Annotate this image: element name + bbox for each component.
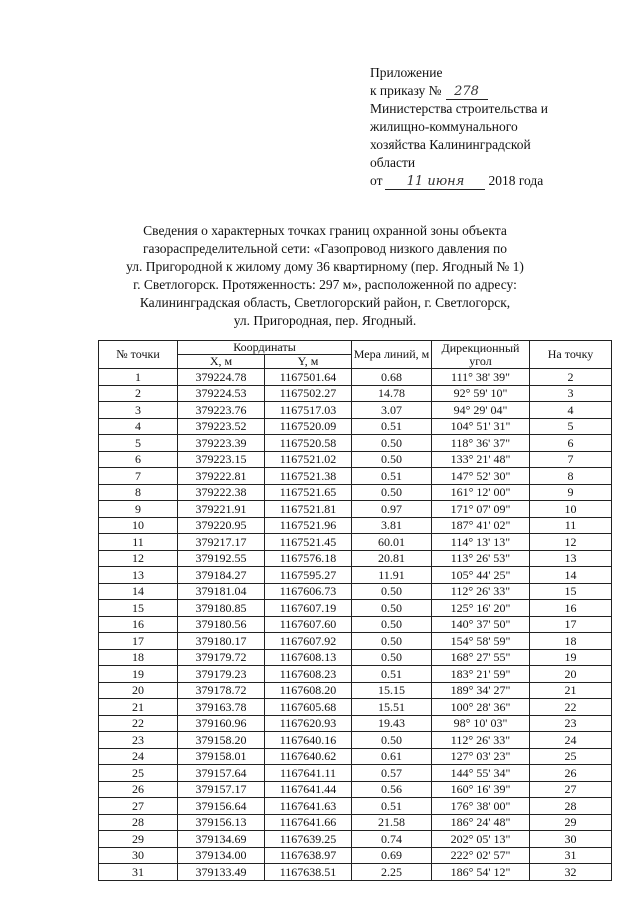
table-row [99, 814, 612, 831]
cell-directional-angle: 112° 26' 33" [432, 583, 530, 600]
cell-directional-angle: 111° 38' 39" [432, 369, 530, 386]
cell-point-number: 11 [99, 534, 178, 551]
cell-directional-angle: 147° 52' 30" [432, 468, 530, 485]
cell-y: 1167641.63 [265, 798, 352, 815]
table-row [99, 534, 612, 551]
cell-directional-angle: 161° 12' 00" [432, 484, 530, 501]
cell-x: 379134.00 [178, 847, 265, 864]
cell-x: 379223.76 [178, 402, 265, 419]
cell-point-number: 17 [99, 633, 178, 650]
table-row [99, 616, 612, 633]
cell-to-point: 25 [530, 748, 612, 765]
cell-directional-angle: 160° 16' 39" [432, 781, 530, 798]
cell-to-point: 22 [530, 699, 612, 716]
table-header [99, 341, 612, 369]
heading-line-6: ул. Пригородная, пер. Ягодный. [233, 313, 417, 328]
ministry-line-3: хозяйства Калининградской [370, 137, 531, 152]
cell-to-point: 11 [530, 517, 612, 534]
cell-y: 1167641.44 [265, 781, 352, 798]
cell-x: 379157.17 [178, 781, 265, 798]
cell-point-number: 30 [99, 847, 178, 864]
cell-line-length: 0.51 [352, 666, 432, 683]
table-row [99, 748, 612, 765]
cell-directional-angle: 202° 05' 13" [432, 831, 530, 848]
table-row [99, 781, 612, 798]
cell-to-point: 23 [530, 715, 612, 732]
cell-point-number: 21 [99, 699, 178, 716]
cell-line-length: 14.78 [352, 385, 432, 402]
cell-y: 1167606.73 [265, 583, 352, 600]
cell-point-number: 3 [99, 402, 178, 419]
cell-line-length: 0.51 [352, 418, 432, 435]
table-row [99, 369, 612, 386]
cell-line-length: 0.74 [352, 831, 432, 848]
table-row [99, 847, 612, 864]
cell-y: 1167576.18 [265, 550, 352, 567]
cell-directional-angle: 118° 36' 37" [432, 435, 530, 452]
cell-to-point: 14 [530, 567, 612, 584]
cell-point-number: 22 [99, 715, 178, 732]
cell-point-number: 5 [99, 435, 178, 452]
cell-point-number: 2 [99, 385, 178, 402]
cell-y: 1167607.19 [265, 600, 352, 617]
table-row [99, 550, 612, 567]
cell-line-length: 20.81 [352, 550, 432, 567]
cell-to-point: 3 [530, 385, 612, 402]
header-y: Y, м [265, 355, 352, 369]
cell-to-point: 7 [530, 451, 612, 468]
cell-x: 379133.49 [178, 864, 265, 881]
table-row [99, 682, 612, 699]
cell-directional-angle: 98° 10' 03" [432, 715, 530, 732]
cell-line-length: 21.58 [352, 814, 432, 831]
cell-to-point: 30 [530, 831, 612, 848]
cell-to-point: 10 [530, 501, 612, 518]
cell-to-point: 27 [530, 781, 612, 798]
table-row [99, 501, 612, 518]
cell-y: 1167517.03 [265, 402, 352, 419]
cell-directional-angle: 105° 44' 25" [432, 567, 530, 584]
table-row [99, 765, 612, 782]
cell-to-point: 31 [530, 847, 612, 864]
cell-directional-angle: 144° 55' 34" [432, 765, 530, 782]
table-body [99, 369, 612, 881]
cell-to-point: 32 [530, 864, 612, 881]
cell-directional-angle: 171° 07' 09" [432, 501, 530, 518]
cell-line-length: 0.69 [352, 847, 432, 864]
table-row [99, 633, 612, 650]
cell-line-length: 0.50 [352, 633, 432, 650]
order-date-suffix: 2018 года [488, 173, 544, 188]
cell-y: 1167607.60 [265, 616, 352, 633]
cell-to-point: 4 [530, 402, 612, 419]
cell-x: 379222.81 [178, 468, 265, 485]
cell-y: 1167595.27 [265, 567, 352, 584]
cell-x: 379178.72 [178, 682, 265, 699]
cell-line-length: 0.50 [352, 484, 432, 501]
cell-point-number: 28 [99, 814, 178, 831]
cell-x: 379163.78 [178, 699, 265, 716]
cell-y: 1167640.62 [265, 748, 352, 765]
cell-x: 379179.72 [178, 649, 265, 666]
ministry-line-1: Министерства строительства и [370, 101, 549, 116]
cell-line-length: 3.07 [352, 402, 432, 419]
cell-x: 379181.04 [178, 583, 265, 600]
header-directional-angle: Дирекционный угол [432, 341, 530, 369]
cell-x: 379224.78 [178, 369, 265, 386]
cell-point-number: 10 [99, 517, 178, 534]
cell-directional-angle: 113° 26' 53" [432, 550, 530, 567]
cell-directional-angle: 127° 03' 23" [432, 748, 530, 765]
table-row [99, 567, 612, 584]
cell-point-number: 19 [99, 666, 178, 683]
cell-x: 379222.38 [178, 484, 265, 501]
cell-x: 379180.85 [178, 600, 265, 617]
table-row [99, 385, 612, 402]
table-row [99, 715, 612, 732]
cell-y: 1167520.58 [265, 435, 352, 452]
cell-x: 379180.56 [178, 616, 265, 633]
document-heading [95, 222, 555, 330]
table-row [99, 649, 612, 666]
cell-directional-angle: 114° 13' 13" [432, 534, 530, 551]
heading-line-2: газораспределительной сети: «Газопровод низкого давления по [143, 241, 507, 256]
cell-point-number: 20 [99, 682, 178, 699]
cell-directional-angle: 176° 38' 00" [432, 798, 530, 815]
table-row [99, 435, 612, 452]
cell-x: 379134.69 [178, 831, 265, 848]
ministry-line-2: жилищно-коммунального [370, 119, 518, 134]
cell-x: 379160.96 [178, 715, 265, 732]
cell-line-length: 0.50 [352, 451, 432, 468]
table-row [99, 418, 612, 435]
cell-line-length: 60.01 [352, 534, 432, 551]
cell-line-length: 0.50 [352, 732, 432, 749]
cell-y: 1167620.93 [265, 715, 352, 732]
table-row [99, 583, 612, 600]
cell-point-number: 13 [99, 567, 178, 584]
order-date-line [370, 172, 620, 190]
cell-point-number: 12 [99, 550, 178, 567]
cell-y: 1167521.02 [265, 451, 352, 468]
cell-line-length: 0.97 [352, 501, 432, 518]
cell-to-point: 18 [530, 633, 612, 650]
cell-point-number: 4 [99, 418, 178, 435]
cell-directional-angle: 100° 28' 36" [432, 699, 530, 716]
cell-point-number: 25 [99, 765, 178, 782]
cell-x: 379223.52 [178, 418, 265, 435]
cell-to-point: 13 [530, 550, 612, 567]
cell-to-point: 9 [530, 484, 612, 501]
ministry-line-4: области [370, 155, 416, 170]
cell-x: 379184.27 [178, 567, 265, 584]
handwritten-order-date: 11 июня [385, 175, 485, 190]
cell-directional-angle: 189° 34' 27" [432, 682, 530, 699]
table-row [99, 517, 612, 534]
cell-line-length: 0.51 [352, 468, 432, 485]
cell-point-number: 31 [99, 864, 178, 881]
heading-line-4: г. Светлогорск. Протяженность: 297 м», расположенной по адресу: [133, 277, 517, 292]
cell-to-point: 19 [530, 649, 612, 666]
cell-to-point: 28 [530, 798, 612, 815]
cell-line-length: 0.68 [352, 369, 432, 386]
cell-line-length: 0.61 [352, 748, 432, 765]
cell-x: 379158.20 [178, 732, 265, 749]
cell-y: 1167639.25 [265, 831, 352, 848]
cell-y: 1167608.13 [265, 649, 352, 666]
cell-line-length: 0.50 [352, 435, 432, 452]
heading-line-5: Калининградская область, Светлогорский район, г. Светлогорск, [139, 295, 511, 310]
cell-point-number: 27 [99, 798, 178, 815]
cell-directional-angle: 183° 21' 59" [432, 666, 530, 683]
cell-x: 379224.53 [178, 385, 265, 402]
cell-point-number: 24 [99, 748, 178, 765]
cell-directional-angle: 92° 59' 10" [432, 385, 530, 402]
cell-point-number: 23 [99, 732, 178, 749]
cell-y: 1167521.38 [265, 468, 352, 485]
cell-directional-angle: 154° 58' 59" [432, 633, 530, 650]
cell-directional-angle: 186° 24' 48" [432, 814, 530, 831]
cell-to-point: 21 [530, 682, 612, 699]
cell-y: 1167520.09 [265, 418, 352, 435]
cell-x: 379179.23 [178, 666, 265, 683]
table-row [99, 798, 612, 815]
cell-y: 1167640.16 [265, 732, 352, 749]
cell-x: 379157.64 [178, 765, 265, 782]
table-row [99, 864, 612, 881]
cell-y: 1167638.51 [265, 864, 352, 881]
table-row [99, 831, 612, 848]
cell-point-number: 1 [99, 369, 178, 386]
handwritten-order-number: 278 [446, 85, 488, 100]
cell-directional-angle: 187° 41' 02" [432, 517, 530, 534]
cell-point-number: 6 [99, 451, 178, 468]
cell-line-length: 19.43 [352, 715, 432, 732]
cell-directional-angle: 186° 54' 12" [432, 864, 530, 881]
cell-point-number: 9 [99, 501, 178, 518]
cell-y: 1167521.45 [265, 534, 352, 551]
cell-point-number: 26 [99, 781, 178, 798]
cell-y: 1167608.23 [265, 666, 352, 683]
cell-y: 1167641.66 [265, 814, 352, 831]
header-point-number: № точки [99, 341, 178, 369]
cell-to-point: 29 [530, 814, 612, 831]
cell-y: 1167605.68 [265, 699, 352, 716]
cell-directional-angle: 222° 02' 57" [432, 847, 530, 864]
header-x: X, м [178, 355, 265, 369]
cell-to-point: 12 [530, 534, 612, 551]
cell-y: 1167501.64 [265, 369, 352, 386]
cell-line-length: 0.50 [352, 616, 432, 633]
order-date-prefix: от [370, 173, 383, 188]
cell-y: 1167638.97 [265, 847, 352, 864]
cell-x: 379158.01 [178, 748, 265, 765]
header-coordinates: Координаты [178, 341, 352, 355]
cell-directional-angle: 112° 26' 33" [432, 732, 530, 749]
cell-to-point: 17 [530, 616, 612, 633]
cell-directional-angle: 94° 29' 04" [432, 402, 530, 419]
cell-to-point: 16 [530, 600, 612, 617]
cell-x: 379192.55 [178, 550, 265, 567]
cell-to-point: 20 [530, 666, 612, 683]
table-row [99, 732, 612, 749]
table-row [99, 402, 612, 419]
cell-y: 1167521.96 [265, 517, 352, 534]
cell-x: 379223.15 [178, 451, 265, 468]
cell-line-length: 0.50 [352, 583, 432, 600]
cell-to-point: 8 [530, 468, 612, 485]
heading-line-3: ул. Пригородной к жилому дому 36 квартирному (пер. Ягодный № 1) [126, 259, 524, 274]
cell-point-number: 14 [99, 583, 178, 600]
order-number-label: к приказу № [370, 83, 442, 98]
cell-point-number: 29 [99, 831, 178, 848]
cell-to-point: 24 [530, 732, 612, 749]
cell-point-number: 15 [99, 600, 178, 617]
cell-line-length: 0.51 [352, 798, 432, 815]
cell-point-number: 7 [99, 468, 178, 485]
table-row [99, 484, 612, 501]
cell-to-point: 15 [530, 583, 612, 600]
cell-line-length: 15.51 [352, 699, 432, 716]
boundary-points-table [98, 340, 612, 881]
appendix-title: Приложение [370, 65, 443, 80]
cell-y: 1167521.65 [265, 484, 352, 501]
cell-x: 379217.17 [178, 534, 265, 551]
cell-line-length: 0.50 [352, 649, 432, 666]
cell-directional-angle: 125° 16' 20" [432, 600, 530, 617]
cell-y: 1167521.81 [265, 501, 352, 518]
header-to-point: На точку [530, 341, 612, 369]
cell-directional-angle: 168° 27' 55" [432, 649, 530, 666]
cell-x: 379223.39 [178, 435, 265, 452]
cell-y: 1167502.27 [265, 385, 352, 402]
cell-line-length: 2.25 [352, 864, 432, 881]
cell-x: 379221.91 [178, 501, 265, 518]
header-line-length: Мера линий, м [352, 341, 432, 369]
cell-line-length: 0.56 [352, 781, 432, 798]
cell-line-length: 0.57 [352, 765, 432, 782]
cell-x: 379220.95 [178, 517, 265, 534]
cell-directional-angle: 104° 51' 31" [432, 418, 530, 435]
cell-line-length: 15.15 [352, 682, 432, 699]
appendix-block [370, 64, 620, 190]
cell-to-point: 2 [530, 369, 612, 386]
table-row [99, 666, 612, 683]
cell-line-length: 3.81 [352, 517, 432, 534]
cell-line-length: 11.91 [352, 567, 432, 584]
cell-line-length: 0.50 [352, 600, 432, 617]
cell-x: 379156.13 [178, 814, 265, 831]
cell-point-number: 16 [99, 616, 178, 633]
cell-to-point: 6 [530, 435, 612, 452]
cell-y: 1167641.11 [265, 765, 352, 782]
table-row [99, 699, 612, 716]
cell-x: 379180.17 [178, 633, 265, 650]
cell-to-point: 26 [530, 765, 612, 782]
table-row [99, 451, 612, 468]
cell-y: 1167607.92 [265, 633, 352, 650]
cell-point-number: 8 [99, 484, 178, 501]
cell-x: 379156.64 [178, 798, 265, 815]
order-number-line [370, 82, 620, 100]
table-row [99, 468, 612, 485]
table-row [99, 600, 612, 617]
cell-directional-angle: 140° 37' 50" [432, 616, 530, 633]
heading-line-1: Сведения о характерных точках границ охранной зоны объекта [143, 223, 507, 238]
cell-point-number: 18 [99, 649, 178, 666]
cell-to-point: 5 [530, 418, 612, 435]
cell-directional-angle: 133° 21' 48" [432, 451, 530, 468]
cell-y: 1167608.20 [265, 682, 352, 699]
